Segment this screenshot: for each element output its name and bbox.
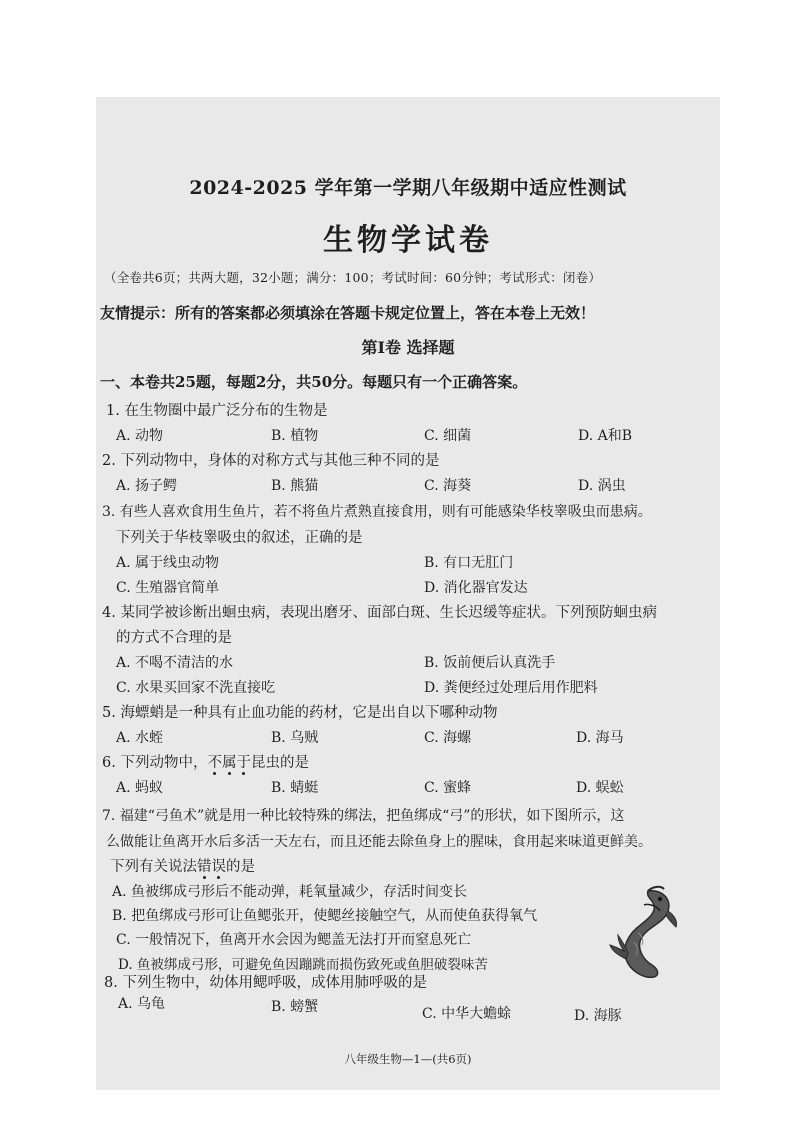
question-6-stem-post: 昆虫的是 (250, 755, 309, 771)
question-7-option-b: B. 把鱼绑成弓形可让鱼鳃张开，使鳃丝接触空气，从而使鱼获得氧气 (112, 908, 538, 924)
emphasis-char: 属 (221, 755, 237, 771)
question-6-option-b: B. 蜻蜓 (271, 780, 319, 796)
question-4-option-a: A. 不喝不清洁的水 (116, 655, 234, 671)
question-2-option-a: A. 扬子鳄 (116, 478, 178, 494)
page-footer: 八年级生物—1—(共6页) (344, 1052, 472, 1066)
question-2-stem: 2. 下列动物中，身体的对称方式与其他三种不同的是 (102, 453, 440, 469)
bow-fish-icon (608, 885, 684, 981)
question-1-option-c: C. 细菌 (424, 428, 472, 444)
question-3-option-b: B. 有口无肛门 (424, 555, 514, 571)
exam-subject-title: 生物学试卷 (323, 223, 493, 258)
question-1-option-d: D. A和B (578, 428, 633, 444)
question-5-option-a: A. 水蛭 (116, 730, 164, 746)
question-5-option-b: B. 乌贼 (271, 730, 319, 746)
question-4-stem-line2: 的方式不合理的是 (116, 630, 232, 646)
emphasis-char: 误 (211, 859, 226, 875)
exam-info: （全卷共6页；共两大题，32小题；满分：100；考试时间：60分钟；考试形式：闭卷） (104, 270, 602, 285)
question-6-option-d: D. 蜈蚣 (576, 780, 624, 796)
question-2-option-b: B. 熊猫 (271, 478, 319, 494)
question-8-stem: 8. 下列生物中，幼体用鳃呼吸，成体用肺呼吸的是 (104, 975, 427, 991)
question-3-stem-line2: 下列关于华枝睾吸虫的叙述，正确的是 (116, 530, 363, 546)
question-8-option-b: B. 螃蟹 (271, 999, 319, 1015)
question-5-option-c: C. 海螺 (424, 730, 472, 746)
question-3-option-d: D. 消化器官发达 (424, 580, 528, 596)
question-2-option-c: C. 海葵 (424, 478, 472, 494)
exam-title: 2024-2025 学年第一学期八年级期中适应性测试 (189, 177, 627, 199)
question-7-stem-line1: 7. 福建“弓鱼术”就是用一种比较特殊的绑法，把鱼绑成“弓”的形状，如下图所示，这 (102, 808, 625, 824)
question-1-stem: 1. 在生物圈中最广泛分布的生物是 (106, 403, 328, 419)
question-7-option-d: D. 鱼被绑成弓形，可避免鱼因蹦跳而损伤致死或鱼胆破裂味苦 (118, 957, 488, 973)
question-7-stem-line2: 么做能让鱼离开水后多活一天左右，而且还能去除鱼身上的腥味，食用起来味道更鲜美。 (106, 834, 652, 850)
question-6-stem-pre: 6. 下列动物中， (102, 755, 208, 771)
emphasis-char: 错 (197, 859, 212, 875)
section-instructions: 一、本卷共25题，每题2分，共50分。每题只有一个正确答案。 (100, 373, 528, 391)
exam-notice: 友情提示：所有的答案都必须填涂在答题卡规定位置上，答在本卷上无效！ (100, 304, 596, 322)
question-1-option-a: A. 动物 (116, 428, 164, 444)
exam-page (96, 97, 720, 1090)
question-6-option-a: A. 蚂蚁 (116, 780, 164, 796)
question-6-option-c: C. 蜜蜂 (424, 780, 472, 796)
question-7-option-a: A. 鱼被绑成弓形后不能动弹，耗氧量减少，存活时间变长 (112, 884, 468, 900)
question-1-option-b: B. 植物 (271, 428, 319, 444)
question-5-option-d: D. 海马 (576, 730, 624, 746)
question-3-stem-line1: 3. 有些人喜欢食用生鱼片，若不将鱼片煮熟直接食用，则有可能感染华枝睾吸虫而患病。 (102, 504, 652, 520)
emphasis-char: 于 (236, 755, 251, 771)
question-4-option-c: C. 水果买回家不洗直接吃 (116, 680, 276, 696)
question-3-option-a: A. 属于线虫动物 (116, 555, 220, 571)
question-8-option-a: A. 乌龟 (118, 996, 166, 1012)
question-4-option-b: B. 饭前便后认真洗手 (424, 655, 556, 671)
question-3-option-c: C. 生殖器官简单 (116, 580, 220, 596)
question-2-option-d: D. 涡虫 (578, 478, 626, 494)
question-4-stem-line1: 4. 某同学被诊断出蛔虫病，表现出磨牙、面部白斑、生长迟缓等症状。下列预防蛔虫病 (102, 605, 657, 621)
section-title: 第Ⅰ卷 选择题 (361, 338, 455, 357)
question-4-option-d: D. 粪便经过处理后用作肥料 (424, 680, 598, 696)
question-7-stem-pre: 下列有关说法 (110, 859, 197, 875)
question-6-stem (102, 751, 309, 772)
question-8-option-c: C. 中华大蟾蜍 (422, 1006, 512, 1022)
question-7-stem-post: 的是 (226, 859, 255, 875)
question-8-option-d: D. 海豚 (574, 1008, 622, 1024)
question-5-stem: 5. 海螵蛸是一种具有止血功能的药材，它是出自以下哪种动物 (102, 705, 498, 721)
emphasis-char: 不 (207, 755, 222, 771)
question-7-option-c: C. 一般情况下，鱼离开水会因为鳃盖无法打开而窒息死亡 (116, 932, 472, 948)
question-7-stem-line3 (110, 855, 255, 876)
